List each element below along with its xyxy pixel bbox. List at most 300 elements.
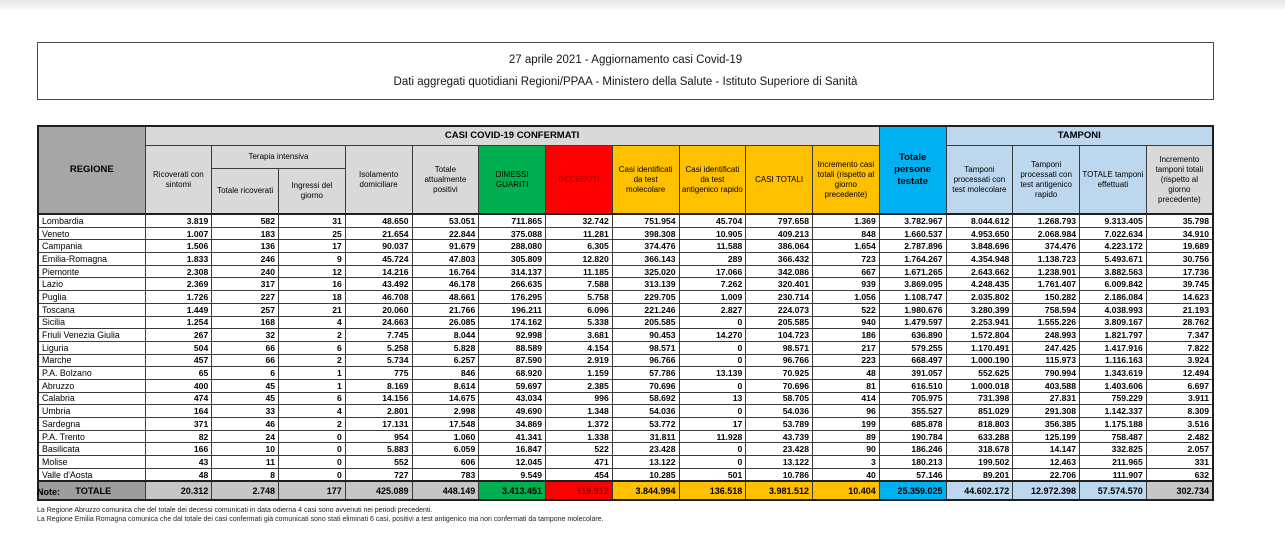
cell-value: 606 [412, 456, 479, 469]
cell-value: 39.745 [1146, 278, 1213, 291]
notes-section [37, 487, 1217, 524]
cell-value: 10.786 [746, 468, 813, 481]
cell-value: 636.890 [879, 329, 946, 342]
cell-value: 12.463 [1013, 456, 1080, 469]
cell-value: 0 [679, 354, 746, 367]
cell-value: 48.661 [412, 291, 479, 304]
cell-value: 1 [279, 367, 346, 380]
cell-value: 174.162 [479, 316, 546, 329]
cell-value: 180.213 [879, 456, 946, 469]
cell-value: 5.883 [345, 443, 412, 456]
cell-value: 582 [212, 214, 279, 227]
cell-value: 3.848.696 [946, 240, 1013, 253]
cell-value: 7.588 [546, 278, 613, 291]
cell-value: 375.088 [479, 227, 546, 240]
cell-value: 3.844.994 [612, 481, 679, 500]
cell-value: 522 [813, 303, 880, 316]
cell-value: 41.341 [479, 430, 546, 443]
cell-value: 11.928 [679, 430, 746, 443]
cell-value: 2.801 [345, 405, 412, 418]
table-body [38, 214, 1213, 500]
cell-value: 3.280.399 [946, 303, 1013, 316]
cell-value: 3.819 [145, 214, 212, 227]
region-name: Lazio [38, 278, 145, 291]
cell-value: 996 [546, 392, 613, 405]
cell-value: 1.726 [145, 291, 212, 304]
column-header-casi-molecolare: Casi identificati da test molecolare [612, 146, 679, 215]
cell-value: 3.782.967 [879, 214, 946, 227]
cell-value: 14.147 [1013, 443, 1080, 456]
cell-value: 88.589 [479, 341, 546, 354]
cell-value: 289 [679, 253, 746, 266]
cell-value: 1.343.619 [1080, 367, 1147, 380]
cell-value: 13.122 [746, 456, 813, 469]
column-header-deceduti: DECEDUTI [546, 146, 613, 215]
cell-value: 81 [813, 379, 880, 392]
page-title: 27 aprile 2021 - Aggiornamento casi Covid-19 [508, 53, 743, 66]
cell-value: 43.492 [345, 278, 412, 291]
cell-value: 46 [212, 418, 279, 431]
cell-value: 1.254 [145, 316, 212, 329]
cell-value: 288.080 [479, 240, 546, 253]
cell-value: 6 [279, 392, 346, 405]
cell-value: 17.131 [345, 418, 412, 431]
cell-value: 16.847 [479, 443, 546, 456]
column-header-attualmente-positivi: Totale attualmente positivi [412, 146, 479, 215]
cell-value: 17.548 [412, 418, 479, 431]
cell-value: 11.588 [679, 240, 746, 253]
cell-value: 23.428 [746, 443, 813, 456]
cell-value: 46.178 [412, 278, 479, 291]
cell-value: 616.510 [879, 379, 946, 392]
cell-value: 1.000.018 [946, 379, 1013, 392]
cell-value: 2.385 [546, 379, 613, 392]
cell-value: 1.403.606 [1080, 379, 1147, 392]
cell-value: 6.697 [1146, 379, 1213, 392]
cell-value: 2.482 [1146, 430, 1213, 443]
cell-value: 403.588 [1013, 379, 1080, 392]
cell-value: 66 [212, 354, 279, 367]
cell-value: 2.057 [1146, 443, 1213, 456]
cell-value: 342.086 [746, 265, 813, 278]
cell-value: 227 [212, 291, 279, 304]
cell-value: 317 [212, 278, 279, 291]
cell-value: 53.051 [412, 214, 479, 227]
cell-value: 25.359.025 [879, 481, 946, 500]
cell-value: 8.044.612 [946, 214, 1013, 227]
cell-value: 4.248.435 [946, 278, 1013, 291]
cell-value: 633.288 [946, 430, 1013, 443]
region-name: Lombardia [38, 214, 145, 227]
cell-value: 3 [813, 456, 880, 469]
cell-value: 0 [679, 379, 746, 392]
cell-value: 34.869 [479, 418, 546, 431]
cell-value: 305.809 [479, 253, 546, 266]
cell-value: 632 [1146, 468, 1213, 481]
cell-value: 6 [279, 341, 346, 354]
cell-value: 66 [212, 341, 279, 354]
cell-value: 2 [279, 329, 346, 342]
cell-value: 2 [279, 354, 346, 367]
cell-value: 10 [212, 443, 279, 456]
cell-value: 325.020 [612, 265, 679, 278]
cell-value: 6.305 [546, 240, 613, 253]
cell-value: 22.844 [412, 227, 479, 240]
cell-value: 43 [145, 456, 212, 469]
cell-value: 91.679 [412, 240, 479, 253]
cell-value: 248.993 [1013, 329, 1080, 342]
cell-value: 2.643.662 [946, 265, 1013, 278]
region-name: Liguria [38, 341, 145, 354]
cell-value: 6.096 [546, 303, 613, 316]
cell-value: 371 [145, 418, 212, 431]
column-header-totale-tamponi: TOTALE tamponi effettuati [1080, 146, 1147, 215]
region-name: P.A. Bolzano [38, 367, 145, 380]
cell-value: 668.497 [879, 354, 946, 367]
cell-value: 1.056 [813, 291, 880, 304]
note-line: La Regione Abruzzo comunica che del totale dei decessi comunicati in data odierna 4 casi sono avvenuti nei periodi precedenti. [37, 507, 433, 514]
cell-value: 8 [212, 468, 279, 481]
cell-value: 87.590 [479, 354, 546, 367]
cell-value: 723 [813, 253, 880, 266]
table-row [38, 214, 1213, 227]
column-header-regione: REGIONE [38, 126, 145, 214]
cell-value: 34.910 [1146, 227, 1213, 240]
cell-value: 136 [212, 240, 279, 253]
cell-value: 1.660.537 [879, 227, 946, 240]
cell-value: 111.907 [1080, 468, 1147, 481]
cell-value: 8.309 [1146, 405, 1213, 418]
cell-value: 711.865 [479, 214, 546, 227]
cell-value: 758.487 [1080, 430, 1147, 443]
cell-value: 65 [145, 367, 212, 380]
cell-value: 14.675 [412, 392, 479, 405]
cell-value: 246 [212, 253, 279, 266]
cell-value: 3.981.512 [746, 481, 813, 500]
cell-value: 667 [813, 265, 880, 278]
cell-value: 8.169 [345, 379, 412, 392]
table-row [38, 227, 1213, 240]
cell-value: 3.869.095 [879, 278, 946, 291]
region-name: Sicilia [38, 316, 145, 329]
region-name: Molise [38, 456, 145, 469]
cell-value: 579.255 [879, 341, 946, 354]
table-row [38, 456, 1213, 469]
cell-value: 10.285 [612, 468, 679, 481]
cell-value: 1.108.747 [879, 291, 946, 304]
table-row [38, 379, 1213, 392]
cell-value: 4 [279, 316, 346, 329]
column-header-casi-antigenico: Casi identificati da test antigenico rapido [679, 146, 746, 215]
cell-value: 12.972.398 [1013, 481, 1080, 500]
cell-value: 82 [145, 430, 212, 443]
column-header-ingressi-giorno: Ingressi del giorno [279, 169, 346, 215]
cell-value: 846 [412, 367, 479, 380]
cell-value: 224.073 [746, 303, 813, 316]
cell-value: 1.555.226 [1013, 316, 1080, 329]
cell-value: 331 [1146, 456, 1213, 469]
cell-value: 12 [279, 265, 346, 278]
cell-value: 0 [679, 456, 746, 469]
region-name: Toscana [38, 303, 145, 316]
cell-value: 20.060 [345, 303, 412, 316]
cell-value: 954 [345, 430, 412, 443]
cell-value: 115.973 [1013, 354, 1080, 367]
cell-value: 731.398 [946, 392, 1013, 405]
cell-value: 96.766 [612, 354, 679, 367]
cell-value: 70.696 [612, 379, 679, 392]
cell-value: 5.338 [546, 316, 613, 329]
table-row [38, 468, 1213, 481]
region-name: Marche [38, 354, 145, 367]
cell-value: 9.549 [479, 468, 546, 481]
region-name: Veneto [38, 227, 145, 240]
table-row [38, 418, 1213, 431]
cell-value: 454 [546, 468, 613, 481]
cell-value: 848 [813, 227, 880, 240]
cell-value: 4.354.948 [946, 253, 1013, 266]
cell-value: 7.347 [1146, 329, 1213, 342]
cell-value: 35.798 [1146, 214, 1213, 227]
cell-value: 0 [679, 443, 746, 456]
region-name: Abruzzo [38, 379, 145, 392]
cell-value: 104.723 [746, 329, 813, 342]
cell-value: 12.494 [1146, 367, 1213, 380]
cell-value: 92.998 [479, 329, 546, 342]
cell-value: 47.803 [412, 253, 479, 266]
cell-value: 150.282 [1013, 291, 1080, 304]
cell-value: 471 [546, 456, 613, 469]
cell-value: 17.066 [679, 265, 746, 278]
cell-value: 190.784 [879, 430, 946, 443]
cell-value: 70.696 [746, 379, 813, 392]
cell-value: 267 [145, 329, 212, 342]
cell-value: 223 [813, 354, 880, 367]
cell-value: 9 [279, 253, 346, 266]
cell-value: 2.308 [145, 265, 212, 278]
cell-value: 45.704 [679, 214, 746, 227]
cell-value: 12.045 [479, 456, 546, 469]
cell-value: 54.036 [612, 405, 679, 418]
cell-value: 13.139 [679, 367, 746, 380]
column-header-dimessi-guariti: DIMESSI GUARITI [479, 146, 546, 215]
cell-value: 217 [813, 341, 880, 354]
cell-value: 89.201 [946, 468, 1013, 481]
cell-value: 3.516 [1146, 418, 1213, 431]
cell-value: 58.692 [612, 392, 679, 405]
cell-value: 1.761.407 [1013, 278, 1080, 291]
cell-value: 119.912 [546, 481, 613, 500]
region-name: Calabria [38, 392, 145, 405]
cell-value: 26.085 [412, 316, 479, 329]
cell-value: 457 [145, 354, 212, 367]
cell-value: 0 [279, 443, 346, 456]
cell-value: 177 [279, 481, 346, 500]
cell-value: 229.705 [612, 291, 679, 304]
covid-data-table [37, 125, 1214, 501]
cell-value: 2.035.802 [946, 291, 1013, 304]
cell-value: 32 [212, 329, 279, 342]
table-row [38, 316, 1213, 329]
cell-value: 1.268.793 [1013, 214, 1080, 227]
cell-value: 355.527 [879, 405, 946, 418]
cell-value: 4.154 [546, 341, 613, 354]
cell-value: 27.831 [1013, 392, 1080, 405]
cell-value: 19.689 [1146, 240, 1213, 253]
window-top-strip [0, 0, 1285, 10]
cell-value: 1.175.188 [1080, 418, 1147, 431]
cell-value: 783 [412, 468, 479, 481]
cell-value: 7.822 [1146, 341, 1213, 354]
cell-value: 1.348 [546, 405, 613, 418]
cell-value: 939 [813, 278, 880, 291]
cell-value: 59.697 [479, 379, 546, 392]
cell-value: 5.758 [546, 291, 613, 304]
cell-value: 1.821.797 [1080, 329, 1147, 342]
cell-value: 1.572.804 [946, 329, 1013, 342]
column-header-persone-testate: Totale persone testate [879, 126, 946, 214]
cell-value: 11.281 [546, 227, 613, 240]
table-row [38, 265, 1213, 278]
cell-value: 522 [546, 443, 613, 456]
cell-value: 16.764 [412, 265, 479, 278]
cell-value: 11.185 [546, 265, 613, 278]
cell-value: 1.116.163 [1080, 354, 1147, 367]
report-title-box [37, 42, 1214, 100]
column-header-ricoverati: Ricoverati con sintomi [145, 146, 212, 215]
cell-value: 40 [813, 468, 880, 481]
cell-value: 46.708 [345, 291, 412, 304]
cell-value: 89 [813, 430, 880, 443]
cell-value: 14.623 [1146, 291, 1213, 304]
cell-value: 45.724 [345, 253, 412, 266]
cell-value: 186.246 [879, 443, 946, 456]
cell-value: 314.137 [479, 265, 546, 278]
note-line: La Regione Emilia Romagna comunica che dal totale dei casi confermati già comunicati sono stati eliminati 6 casi, positivi a test antigenico ma non confermati da tampone molecolare. [37, 516, 604, 524]
cell-value: 164 [145, 405, 212, 418]
cell-value: 45 [212, 392, 279, 405]
cell-value: 24 [212, 430, 279, 443]
column-header-tamponi-antigenico: Tamponi processati con test antigenico rapido [1013, 146, 1080, 215]
cell-value: 5.828 [412, 341, 479, 354]
cell-value: 302.734 [1146, 481, 1213, 500]
cell-value: 136.518 [679, 481, 746, 500]
cell-value: 186 [813, 329, 880, 342]
cell-value: 168 [212, 316, 279, 329]
cell-value: 33 [212, 405, 279, 418]
table-row [38, 278, 1213, 291]
cell-value: 4.038.993 [1080, 303, 1147, 316]
cell-value: 425.089 [345, 481, 412, 500]
cell-value: 1.142.337 [1080, 405, 1147, 418]
cell-value: 90.453 [612, 329, 679, 342]
cell-value: 16 [279, 278, 346, 291]
cell-value: 1.833 [145, 253, 212, 266]
cell-value: 386.064 [746, 240, 813, 253]
cell-value: 17 [279, 240, 346, 253]
cell-value: 240 [212, 265, 279, 278]
cell-value: 2.369 [145, 278, 212, 291]
cell-value: 3.882.563 [1080, 265, 1147, 278]
cell-value: 21.193 [1146, 303, 1213, 316]
cell-value: 366.432 [746, 253, 813, 266]
cell-value: 183 [212, 227, 279, 240]
cell-value: 751.954 [612, 214, 679, 227]
group-header-tamponi: TAMPONI [946, 126, 1213, 146]
cell-value: 851.029 [946, 405, 1013, 418]
cell-value: 7.262 [679, 278, 746, 291]
cell-value: 32.742 [546, 214, 613, 227]
column-header-casi-totali: CASI TOTALI [746, 146, 813, 215]
cell-value: 3.681 [546, 329, 613, 342]
cell-value: 1.007 [145, 227, 212, 240]
cell-value: 1.338 [546, 430, 613, 443]
cell-value: 18 [279, 291, 346, 304]
cell-value: 2.827 [679, 303, 746, 316]
column-header-isolamento: Isolamento domiciliare [345, 146, 412, 215]
table-row [38, 443, 1213, 456]
region-name: Basilicata [38, 443, 145, 456]
group-header-casi-confermati: CASI COVID-19 CONFERMATI [145, 126, 879, 146]
cell-value: 1.159 [546, 367, 613, 380]
cell-value: 23.428 [612, 443, 679, 456]
cell-value: 53.772 [612, 418, 679, 431]
cell-value: 205.585 [746, 316, 813, 329]
table-row [38, 367, 1213, 380]
cell-value: 14.156 [345, 392, 412, 405]
cell-value: 320.401 [746, 278, 813, 291]
cell-value: 53.789 [746, 418, 813, 431]
cell-value: 291.308 [1013, 405, 1080, 418]
cell-value: 448.149 [412, 481, 479, 500]
column-header-tamponi-molecolare: Tamponi processati con test molecolare [946, 146, 1013, 215]
table-row [38, 405, 1213, 418]
cell-value: 48 [145, 468, 212, 481]
cell-value: 1.170.491 [946, 341, 1013, 354]
cell-value: 57.786 [612, 367, 679, 380]
cell-value: 0 [679, 341, 746, 354]
cell-value: 2.787.896 [879, 240, 946, 253]
cell-value: 5.734 [345, 354, 412, 367]
cell-value: 818.803 [946, 418, 1013, 431]
cell-value: 125.199 [1013, 430, 1080, 443]
cell-value: 400 [145, 379, 212, 392]
cell-value: 90 [813, 443, 880, 456]
cell-value: 4.223.172 [1080, 240, 1147, 253]
cell-value: 318.678 [946, 443, 1013, 456]
cell-value: 57.146 [879, 468, 946, 481]
cell-value: 98.571 [612, 341, 679, 354]
cell-value: 4.953.650 [946, 227, 1013, 240]
cell-value: 391.057 [879, 367, 946, 380]
cell-value: 313.139 [612, 278, 679, 291]
cell-value: 68.920 [479, 367, 546, 380]
cell-value: 199 [813, 418, 880, 431]
cell-value: 6.059 [412, 443, 479, 456]
cell-value: 58.705 [746, 392, 813, 405]
table-row [38, 291, 1213, 304]
region-name: Piemonte [38, 265, 145, 278]
cell-value: 374.476 [1013, 240, 1080, 253]
cell-value: 45 [212, 379, 279, 392]
cell-value: 2 [279, 418, 346, 431]
cell-value: 1.671.265 [879, 265, 946, 278]
cell-value: 57.574.570 [1080, 481, 1147, 500]
cell-value: 17 [679, 418, 746, 431]
cell-value: 196.211 [479, 303, 546, 316]
cell-value: 790.994 [1013, 367, 1080, 380]
cell-value: 96 [813, 405, 880, 418]
